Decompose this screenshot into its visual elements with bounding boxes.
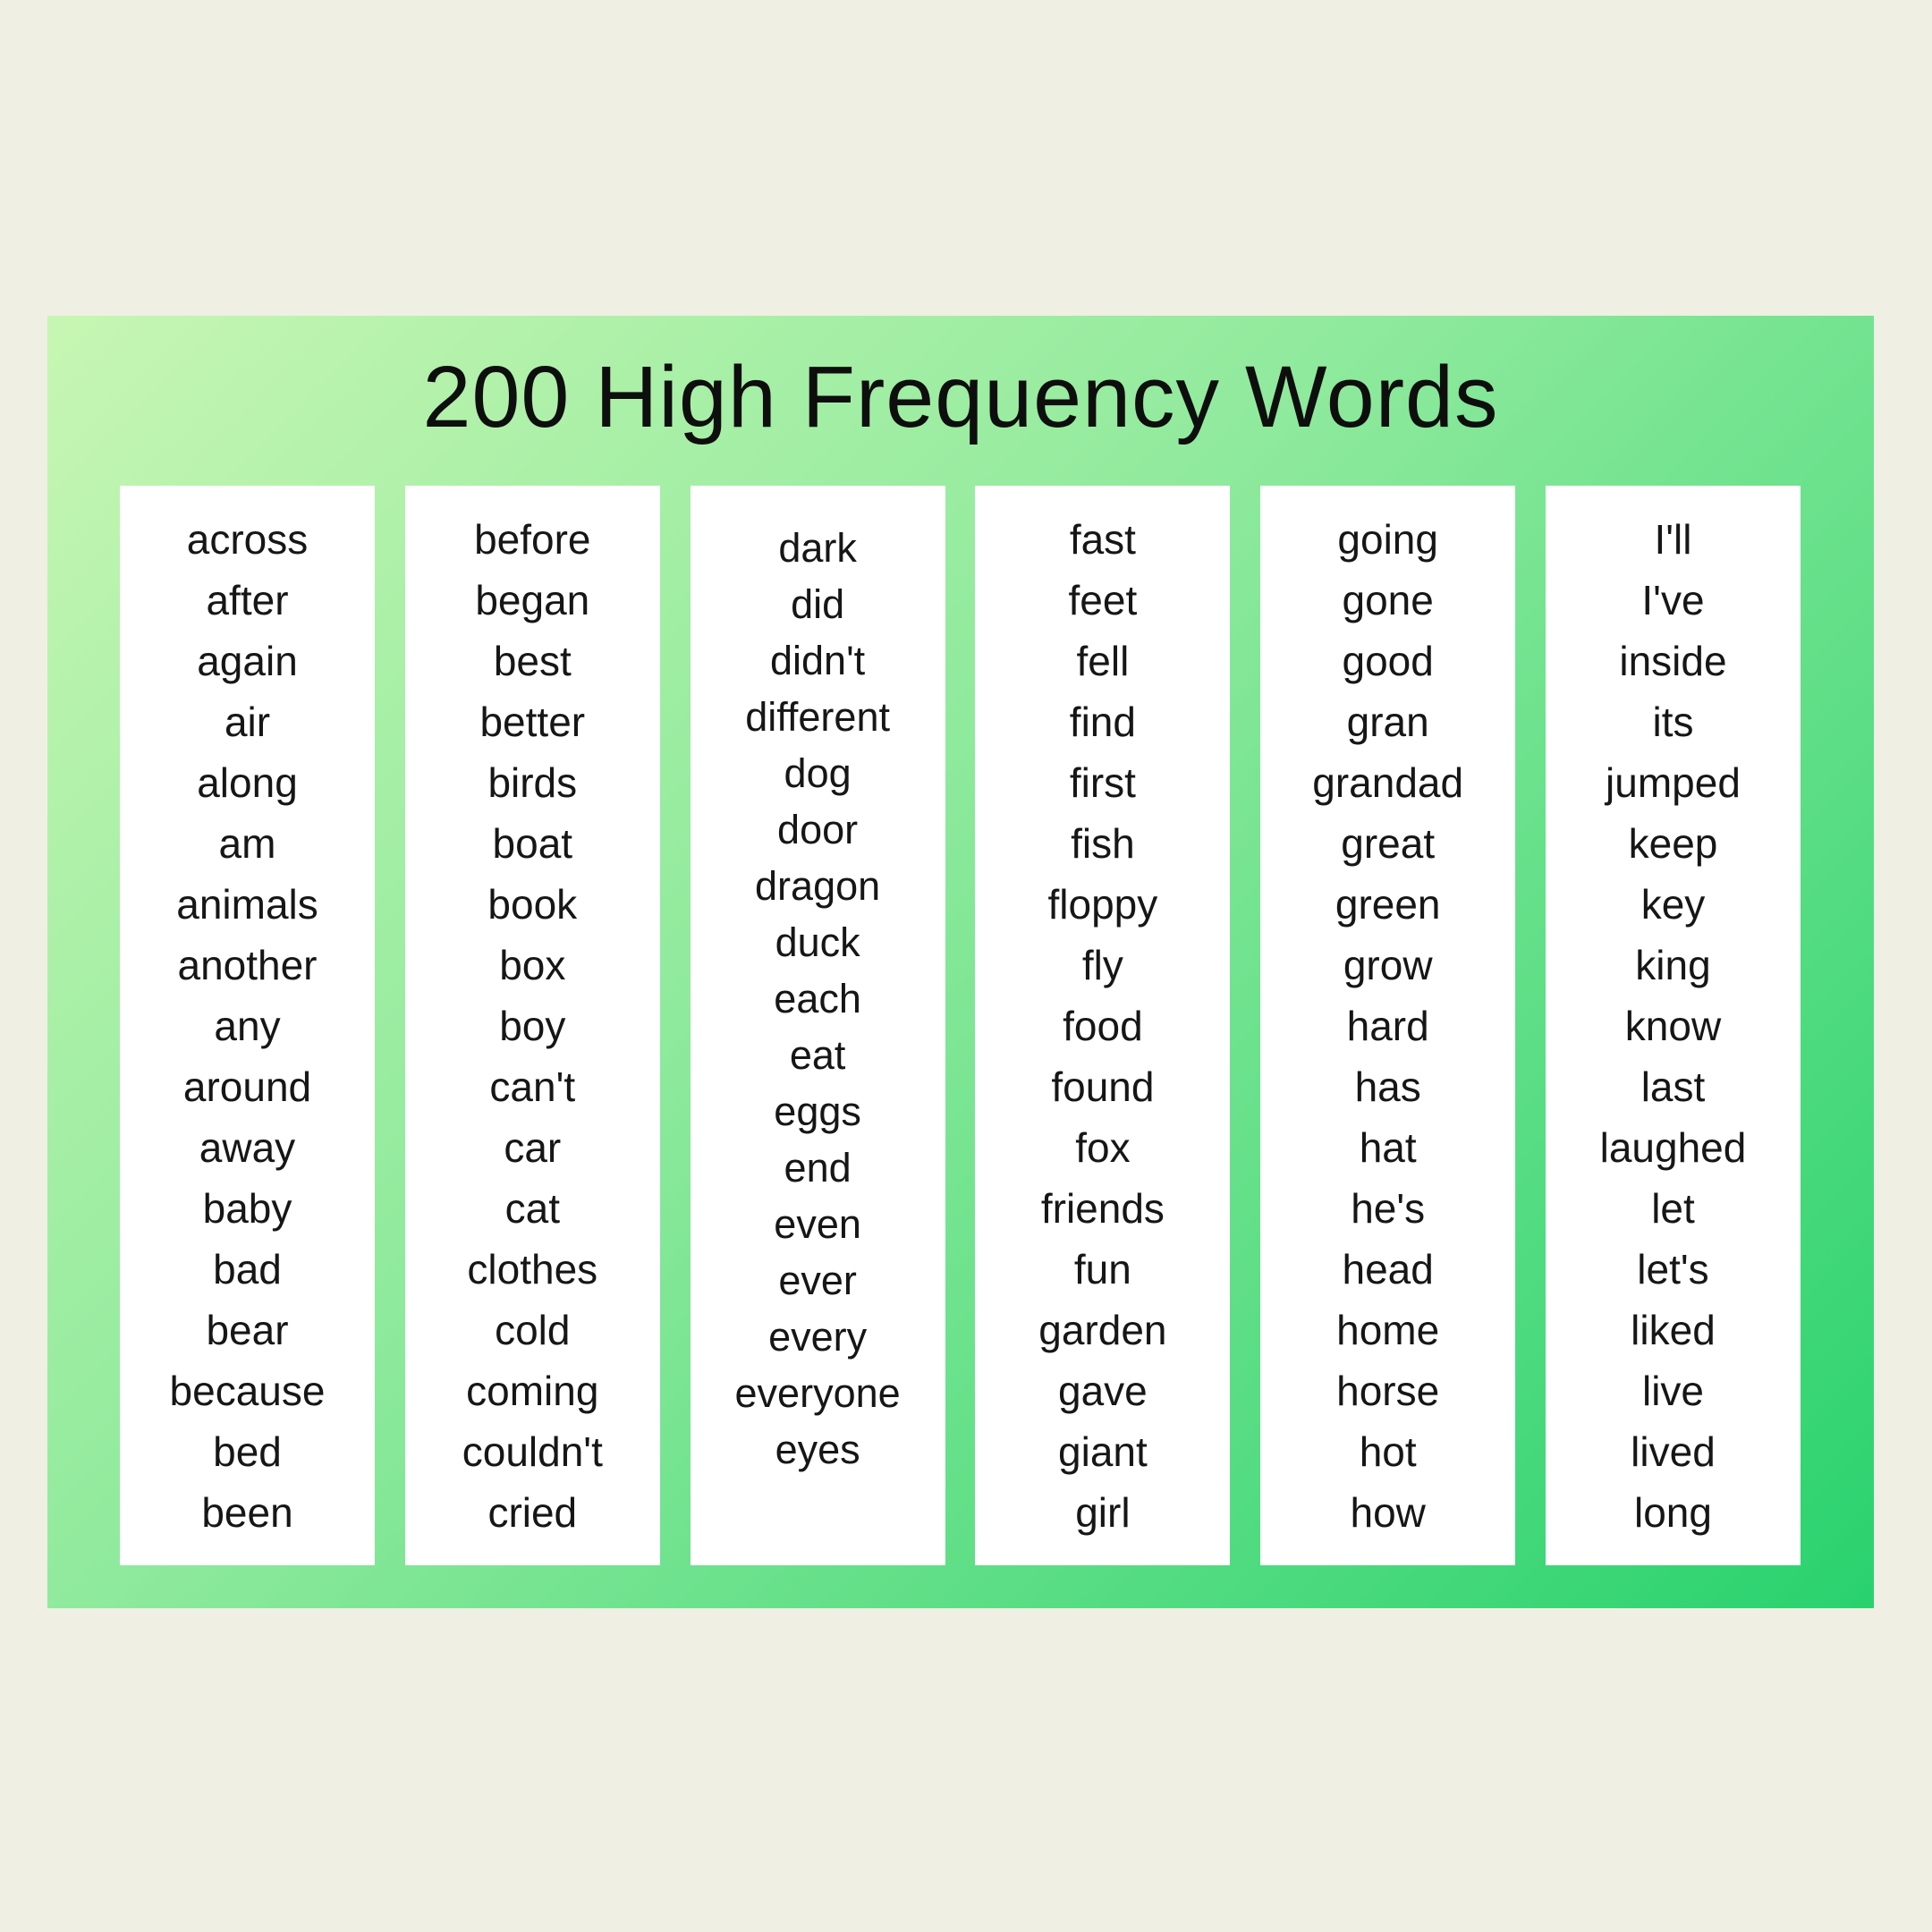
word: boat (492, 819, 573, 867)
word: giant (1058, 1428, 1148, 1475)
word: feet (1068, 576, 1138, 623)
word: baby (202, 1184, 292, 1232)
word: floppy (1047, 880, 1158, 928)
word: animals (176, 880, 318, 928)
word: can't (489, 1063, 576, 1110)
word: before (474, 515, 591, 563)
word: away (199, 1123, 296, 1171)
word: found (1051, 1063, 1155, 1110)
word-column-2 (405, 486, 660, 1565)
word-column-4 (975, 486, 1230, 1565)
word: live (1641, 1367, 1704, 1414)
word-column-3 (691, 486, 945, 1565)
word: its (1652, 698, 1694, 745)
word: fox (1075, 1123, 1131, 1171)
word: best (493, 637, 572, 684)
word: eggs (774, 1089, 861, 1134)
word: cried (487, 1488, 578, 1536)
word: different (745, 694, 890, 740)
word: bad (213, 1245, 282, 1292)
word: air (224, 698, 271, 745)
word-column-1 (120, 486, 375, 1565)
word: ever (778, 1258, 857, 1303)
word: gave (1058, 1367, 1148, 1414)
word: key (1640, 880, 1706, 928)
word: box (499, 941, 566, 988)
word: fly (1081, 941, 1123, 988)
word: door (777, 807, 859, 852)
word: book (487, 880, 578, 928)
word: gone (1342, 576, 1434, 623)
word: birds (487, 758, 578, 806)
word: car (504, 1123, 562, 1171)
word: inside (1619, 637, 1727, 684)
word: better (479, 698, 586, 745)
word: again (197, 637, 298, 684)
word: eyes (775, 1427, 860, 1472)
word-columns (120, 486, 1801, 1565)
word: keep (1628, 819, 1718, 867)
word: horse (1336, 1367, 1440, 1414)
word: bed (213, 1428, 282, 1475)
word: food (1063, 1002, 1143, 1049)
word: know (1624, 1002, 1722, 1049)
word: along (197, 758, 298, 806)
word: been (201, 1488, 293, 1536)
word: hot (1359, 1428, 1417, 1475)
word: hat (1359, 1123, 1417, 1171)
word: I've (1641, 576, 1705, 623)
word: last (1640, 1063, 1706, 1110)
word: clothes (467, 1245, 598, 1292)
word: dark (778, 525, 857, 571)
word: grandad (1312, 758, 1464, 806)
word: dog (784, 750, 852, 796)
word: find (1069, 698, 1136, 745)
word: fun (1073, 1245, 1131, 1292)
word: gran (1346, 698, 1429, 745)
word: garden (1038, 1306, 1167, 1353)
word: after (206, 576, 289, 623)
poster-title: 200 High Frequency Words (422, 348, 1499, 445)
word: didn't (770, 638, 866, 683)
word: coming (466, 1367, 599, 1414)
word: around (182, 1063, 312, 1110)
word: king (1635, 941, 1711, 988)
word: good (1342, 637, 1434, 684)
word: began (475, 576, 590, 623)
word: another (177, 941, 318, 988)
word: green (1335, 880, 1441, 928)
word: friends (1040, 1184, 1165, 1232)
word: dragon (755, 863, 881, 909)
word: couldn't (462, 1428, 603, 1475)
word: hard (1346, 1002, 1429, 1049)
word: girl (1075, 1488, 1131, 1536)
word: across (186, 515, 309, 563)
poster-panel (47, 316, 1874, 1608)
word: boy (499, 1002, 566, 1049)
word: bear (206, 1306, 289, 1353)
word: how (1350, 1488, 1426, 1536)
word: jumped (1606, 758, 1741, 806)
word: home (1336, 1306, 1440, 1353)
word: long (1634, 1488, 1712, 1536)
word: he's (1351, 1184, 1426, 1232)
word: eat (789, 1032, 846, 1078)
word-column-5 (1260, 486, 1515, 1565)
word: lived (1631, 1428, 1716, 1475)
word: fell (1076, 637, 1130, 684)
word: am (218, 819, 276, 867)
word: cat (504, 1184, 560, 1232)
word: going (1337, 515, 1438, 563)
word: fast (1069, 515, 1136, 563)
word: I'll (1654, 515, 1692, 563)
word: end (784, 1145, 852, 1191)
word: each (774, 976, 861, 1021)
word: every (768, 1314, 868, 1360)
word-column-6 (1546, 486, 1801, 1565)
word: everyone (734, 1370, 901, 1416)
word: head (1342, 1245, 1434, 1292)
word: fish (1071, 819, 1135, 867)
word: duck (775, 919, 860, 965)
word: did (791, 581, 845, 627)
word: let (1651, 1184, 1695, 1232)
word: first (1069, 758, 1136, 806)
word: any (214, 1002, 281, 1049)
word: liked (1631, 1306, 1716, 1353)
word: even (774, 1201, 861, 1247)
word: grow (1343, 941, 1433, 988)
word: great (1341, 819, 1436, 867)
word: laughed (1599, 1123, 1747, 1171)
word: let's (1637, 1245, 1709, 1292)
word: cold (495, 1306, 571, 1353)
word: has (1354, 1063, 1421, 1110)
word: because (169, 1367, 326, 1414)
